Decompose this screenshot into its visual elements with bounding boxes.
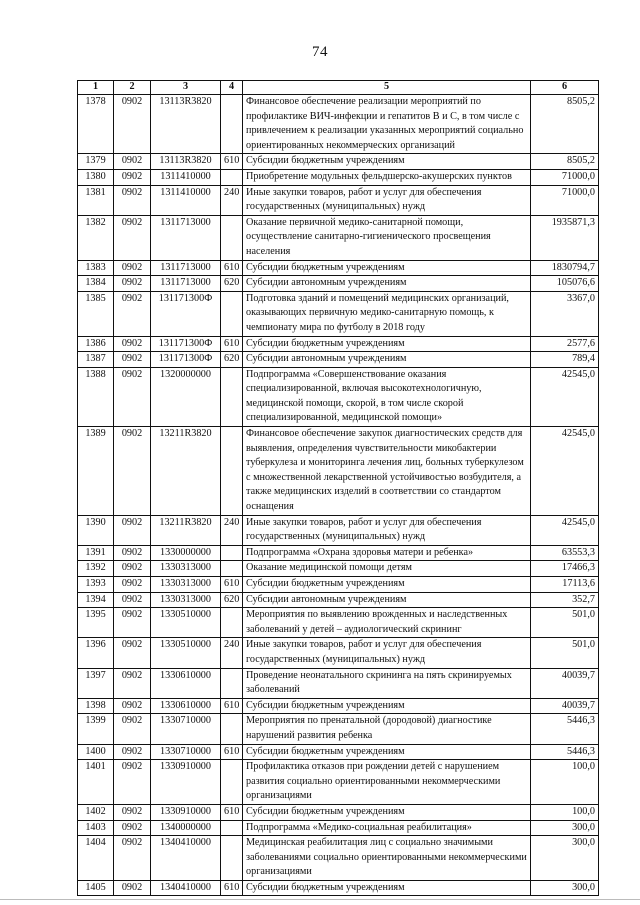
amount-cell: 40039,7 bbox=[531, 668, 599, 698]
article-code-cell: 1311713000 bbox=[151, 260, 221, 276]
table-row bbox=[78, 698, 599, 714]
description-cell: Медицинская реабилитация лиц с социально значимыми заболеваниями социально ориентированными некоммерческими организациями bbox=[243, 836, 531, 881]
table-row bbox=[78, 291, 599, 336]
row-number-cell: 1388 bbox=[78, 367, 114, 426]
row-number-cell: 1381 bbox=[78, 185, 114, 215]
section-code-cell: 0902 bbox=[114, 215, 151, 260]
row-number-cell: 1384 bbox=[78, 276, 114, 292]
section-code-cell: 0902 bbox=[114, 804, 151, 820]
article-code-cell: 131171300Ф bbox=[151, 352, 221, 368]
amount-cell: 8505,2 bbox=[531, 95, 599, 154]
amount-cell: 42545,0 bbox=[531, 367, 599, 426]
row-number-cell: 1392 bbox=[78, 561, 114, 577]
amount-cell: 352,7 bbox=[531, 592, 599, 608]
description-cell: Проведение неонатального скрининга на пять скринируемых заболеваний bbox=[243, 668, 531, 698]
expense-type-cell bbox=[221, 820, 243, 836]
row-number-cell: 1378 bbox=[78, 95, 114, 154]
table-row bbox=[78, 608, 599, 638]
table-row bbox=[78, 836, 599, 881]
row-number-cell: 1399 bbox=[78, 714, 114, 744]
section-code-cell: 0902 bbox=[114, 668, 151, 698]
amount-cell: 40039,7 bbox=[531, 698, 599, 714]
row-number-cell: 1401 bbox=[78, 760, 114, 805]
section-code-cell: 0902 bbox=[114, 760, 151, 805]
article-code-cell: 1330610000 bbox=[151, 668, 221, 698]
section-code-cell: 0902 bbox=[114, 714, 151, 744]
expense-type-cell bbox=[221, 427, 243, 516]
article-code-cell: 1330910000 bbox=[151, 804, 221, 820]
row-number-cell: 1380 bbox=[78, 169, 114, 185]
article-code-cell: 1330510000 bbox=[151, 638, 221, 668]
article-code-cell: 131171300Ф bbox=[151, 336, 221, 352]
article-code-cell: 1311410000 bbox=[151, 169, 221, 185]
expense-type-cell bbox=[221, 291, 243, 336]
row-number-cell: 1405 bbox=[78, 880, 114, 896]
section-code-cell: 0902 bbox=[114, 698, 151, 714]
table-body bbox=[78, 95, 599, 896]
table-row bbox=[78, 336, 599, 352]
section-code-cell: 0902 bbox=[114, 95, 151, 154]
expense-type-cell: 620 bbox=[221, 352, 243, 368]
column-header-5: 5 bbox=[243, 81, 531, 95]
amount-cell: 5446,3 bbox=[531, 744, 599, 760]
section-code-cell: 0902 bbox=[114, 427, 151, 516]
section-code-cell: 0902 bbox=[114, 336, 151, 352]
table-row bbox=[78, 95, 599, 154]
description-cell: Подпрограмма «Совершенствование оказания специализированной, включая высокотехнологичную, медицинской помощи, скорой, в том числе скорой специализированной, медицинской помощи» bbox=[243, 367, 531, 426]
section-code-cell: 0902 bbox=[114, 367, 151, 426]
amount-cell: 1935871,3 bbox=[531, 215, 599, 260]
row-number-cell: 1390 bbox=[78, 515, 114, 545]
table-row bbox=[78, 820, 599, 836]
row-number-cell: 1387 bbox=[78, 352, 114, 368]
amount-cell: 3367,0 bbox=[531, 291, 599, 336]
expense-type-cell: 620 bbox=[221, 592, 243, 608]
expense-type-cell bbox=[221, 545, 243, 561]
article-code-cell: 1330910000 bbox=[151, 760, 221, 805]
section-code-cell: 0902 bbox=[114, 260, 151, 276]
section-code-cell: 0902 bbox=[114, 577, 151, 593]
expense-type-cell bbox=[221, 760, 243, 805]
description-cell: Иные закупки товаров, работ и услуг для обеспечения государственных (муниципальных) нужд bbox=[243, 515, 531, 545]
column-header-3: 3 bbox=[151, 81, 221, 95]
table-row bbox=[78, 169, 599, 185]
description-cell: Мероприятия по выявлению врожденных и наследственных заболеваний у детей – аудиологический скрининг bbox=[243, 608, 531, 638]
expense-type-cell: 610 bbox=[221, 154, 243, 170]
section-code-cell: 0902 bbox=[114, 185, 151, 215]
article-code-cell: 1340000000 bbox=[151, 820, 221, 836]
description-cell: Подпрограмма «Медико-социальная реабилитация» bbox=[243, 820, 531, 836]
article-code-cell: 131171300Ф bbox=[151, 291, 221, 336]
expense-type-cell: 610 bbox=[221, 744, 243, 760]
description-cell: Иные закупки товаров, работ и услуг для обеспечения государственных (муниципальных) нужд bbox=[243, 185, 531, 215]
row-number-cell: 1389 bbox=[78, 427, 114, 516]
expense-type-cell: 240 bbox=[221, 515, 243, 545]
expense-type-cell bbox=[221, 561, 243, 577]
section-code-cell: 0902 bbox=[114, 836, 151, 881]
column-header-6: 6 bbox=[531, 81, 599, 95]
expense-type-cell bbox=[221, 367, 243, 426]
description-cell: Субсидии бюджетным учреждениям bbox=[243, 154, 531, 170]
table-row bbox=[78, 744, 599, 760]
description-cell: Субсидии бюджетным учреждениям bbox=[243, 804, 531, 820]
section-code-cell: 0902 bbox=[114, 608, 151, 638]
description-cell: Иные закупки товаров, работ и услуг для обеспечения государственных (муниципальных) нужд bbox=[243, 638, 531, 668]
table-row bbox=[78, 592, 599, 608]
amount-cell: 17113,6 bbox=[531, 577, 599, 593]
section-code-cell: 0902 bbox=[114, 169, 151, 185]
description-cell: Субсидии бюджетным учреждениям bbox=[243, 260, 531, 276]
page-number: 74 bbox=[312, 44, 328, 60]
expense-type-cell: 610 bbox=[221, 804, 243, 820]
description-cell: Приобретение модульных фельдшерско-акушерских пунктов bbox=[243, 169, 531, 185]
table-row bbox=[78, 276, 599, 292]
expense-type-cell bbox=[221, 95, 243, 154]
row-number-cell: 1379 bbox=[78, 154, 114, 170]
description-cell: Субсидии бюджетным учреждениям bbox=[243, 744, 531, 760]
article-code-cell: 1320000000 bbox=[151, 367, 221, 426]
header-row bbox=[78, 81, 599, 95]
row-number-cell: 1400 bbox=[78, 744, 114, 760]
article-code-cell: 1311713000 bbox=[151, 215, 221, 260]
article-code-cell: 1330610000 bbox=[151, 698, 221, 714]
row-number-cell: 1393 bbox=[78, 577, 114, 593]
table-row bbox=[78, 352, 599, 368]
amount-cell: 1830794,7 bbox=[531, 260, 599, 276]
amount-cell: 5446,3 bbox=[531, 714, 599, 744]
section-code-cell: 0902 bbox=[114, 820, 151, 836]
table-row bbox=[78, 260, 599, 276]
amount-cell: 300,0 bbox=[531, 836, 599, 881]
article-code-cell: 13113R3820 bbox=[151, 95, 221, 154]
expense-type-cell bbox=[221, 169, 243, 185]
row-number-cell: 1404 bbox=[78, 836, 114, 881]
expense-type-cell bbox=[221, 608, 243, 638]
row-number-cell: 1394 bbox=[78, 592, 114, 608]
table-row bbox=[78, 577, 599, 593]
row-number-cell: 1382 bbox=[78, 215, 114, 260]
article-code-cell: 1340410000 bbox=[151, 880, 221, 896]
amount-cell: 42545,0 bbox=[531, 427, 599, 516]
section-code-cell: 0902 bbox=[114, 276, 151, 292]
article-code-cell: 1330313000 bbox=[151, 592, 221, 608]
column-header-4: 4 bbox=[221, 81, 243, 95]
column-header-1: 1 bbox=[78, 81, 114, 95]
amount-cell: 501,0 bbox=[531, 638, 599, 668]
table-header bbox=[78, 81, 599, 95]
description-cell: Профилактика отказов при рождении детей с нарушением развития социально ориентированными некоммерческими организациями bbox=[243, 760, 531, 805]
section-code-cell: 0902 bbox=[114, 638, 151, 668]
table-row bbox=[78, 561, 599, 577]
column-header-2: 2 bbox=[114, 81, 151, 95]
amount-cell: 71000,0 bbox=[531, 169, 599, 185]
budget-table bbox=[77, 80, 599, 896]
expense-type-cell: 610 bbox=[221, 698, 243, 714]
table-row bbox=[78, 185, 599, 215]
description-cell: Субсидии автономным учреждениям bbox=[243, 352, 531, 368]
description-cell: Оказание первичной медико-санитарной помощи, осуществление санитарно-гигиенического просвещения населения bbox=[243, 215, 531, 260]
row-number-cell: 1383 bbox=[78, 260, 114, 276]
table-row bbox=[78, 515, 599, 545]
table-row bbox=[78, 154, 599, 170]
article-code-cell: 13211R3820 bbox=[151, 515, 221, 545]
description-cell: Субсидии автономным учреждениям bbox=[243, 592, 531, 608]
article-code-cell: 13113R3820 bbox=[151, 154, 221, 170]
section-code-cell: 0902 bbox=[114, 592, 151, 608]
table-row bbox=[78, 714, 599, 744]
description-cell: Подготовка зданий и помещений медицинских организаций, оказывающих первичную медико-санитарную помощь, к чемпионату мира по футболу в 2018 году bbox=[243, 291, 531, 336]
amount-cell: 501,0 bbox=[531, 608, 599, 638]
table-row bbox=[78, 804, 599, 820]
expense-type-cell: 610 bbox=[221, 336, 243, 352]
amount-cell: 100,0 bbox=[531, 760, 599, 805]
description-cell: Финансовое обеспечение реализации мероприятий по профилактике ВИЧ-инфекции и гепатитов В и С, в том числе с привлечением к реализации указанных мероприятий социально ориентированных некоммерческих организаций bbox=[243, 95, 531, 154]
article-code-cell: 1330710000 bbox=[151, 714, 221, 744]
amount-cell: 71000,0 bbox=[531, 185, 599, 215]
table-row bbox=[78, 880, 599, 896]
row-number-cell: 1403 bbox=[78, 820, 114, 836]
amount-cell: 63553,3 bbox=[531, 545, 599, 561]
row-number-cell: 1397 bbox=[78, 668, 114, 698]
section-code-cell: 0902 bbox=[114, 880, 151, 896]
row-number-cell: 1402 bbox=[78, 804, 114, 820]
description-cell: Субсидии бюджетным учреждениям bbox=[243, 698, 531, 714]
description-cell: Подпрограмма «Охрана здоровья матери и ребенка» bbox=[243, 545, 531, 561]
row-number-cell: 1386 bbox=[78, 336, 114, 352]
expense-type-cell bbox=[221, 215, 243, 260]
section-code-cell: 0902 bbox=[114, 561, 151, 577]
article-code-cell: 1330710000 bbox=[151, 744, 221, 760]
page-bottom-edge bbox=[0, 899, 640, 900]
description-cell: Субсидии бюджетным учреждениям bbox=[243, 880, 531, 896]
section-code-cell: 0902 bbox=[114, 515, 151, 545]
amount-cell: 105076,6 bbox=[531, 276, 599, 292]
amount-cell: 100,0 bbox=[531, 804, 599, 820]
amount-cell: 17466,3 bbox=[531, 561, 599, 577]
article-code-cell: 1311410000 bbox=[151, 185, 221, 215]
table-row bbox=[78, 760, 599, 805]
table-row bbox=[78, 215, 599, 260]
section-code-cell: 0902 bbox=[114, 545, 151, 561]
amount-cell: 2577,6 bbox=[531, 336, 599, 352]
section-code-cell: 0902 bbox=[114, 154, 151, 170]
section-code-cell: 0902 bbox=[114, 352, 151, 368]
amount-cell: 8505,2 bbox=[531, 154, 599, 170]
description-cell: Субсидии бюджетным учреждениям bbox=[243, 577, 531, 593]
description-cell: Субсидии автономным учреждениям bbox=[243, 276, 531, 292]
article-code-cell: 1330000000 bbox=[151, 545, 221, 561]
article-code-cell: 1340410000 bbox=[151, 836, 221, 881]
article-code-cell: 1330510000 bbox=[151, 608, 221, 638]
table-row bbox=[78, 638, 599, 668]
table-row bbox=[78, 668, 599, 698]
expense-type-cell bbox=[221, 714, 243, 744]
amount-cell: 300,0 bbox=[531, 820, 599, 836]
description-cell: Оказание медицинской помощи детям bbox=[243, 561, 531, 577]
row-number-cell: 1385 bbox=[78, 291, 114, 336]
table-row bbox=[78, 367, 599, 426]
expense-type-cell bbox=[221, 668, 243, 698]
amount-cell: 42545,0 bbox=[531, 515, 599, 545]
description-cell: Мероприятия по пренатальной (дородовой) диагностике нарушений развития ребенка bbox=[243, 714, 531, 744]
article-code-cell: 13211R3820 bbox=[151, 427, 221, 516]
expense-type-cell: 610 bbox=[221, 260, 243, 276]
expense-type-cell bbox=[221, 836, 243, 881]
expense-type-cell: 610 bbox=[221, 880, 243, 896]
row-number-cell: 1395 bbox=[78, 608, 114, 638]
expense-type-cell: 240 bbox=[221, 185, 243, 215]
table-row bbox=[78, 427, 599, 516]
description-cell: Финансовое обеспечение закупок диагностических средств для выявления, определения чувствительности микобактерии туберкулеза и мониторинга лечения лиц, больных туберкулезом с множественной лекарственной устойчивостью возбудителя, а также медицинских изделий в соответствии со стандартом оснащения bbox=[243, 427, 531, 516]
expense-type-cell: 620 bbox=[221, 276, 243, 292]
description-cell: Субсидии бюджетным учреждениям bbox=[243, 336, 531, 352]
table-row bbox=[78, 545, 599, 561]
amount-cell: 300,0 bbox=[531, 880, 599, 896]
article-code-cell: 1311713000 bbox=[151, 276, 221, 292]
amount-cell: 789,4 bbox=[531, 352, 599, 368]
row-number-cell: 1391 bbox=[78, 545, 114, 561]
expense-type-cell: 610 bbox=[221, 577, 243, 593]
row-number-cell: 1396 bbox=[78, 638, 114, 668]
expense-type-cell: 240 bbox=[221, 638, 243, 668]
row-number-cell: 1398 bbox=[78, 698, 114, 714]
section-code-cell: 0902 bbox=[114, 744, 151, 760]
section-code-cell: 0902 bbox=[114, 291, 151, 336]
article-code-cell: 1330313000 bbox=[151, 561, 221, 577]
article-code-cell: 1330313000 bbox=[151, 577, 221, 593]
